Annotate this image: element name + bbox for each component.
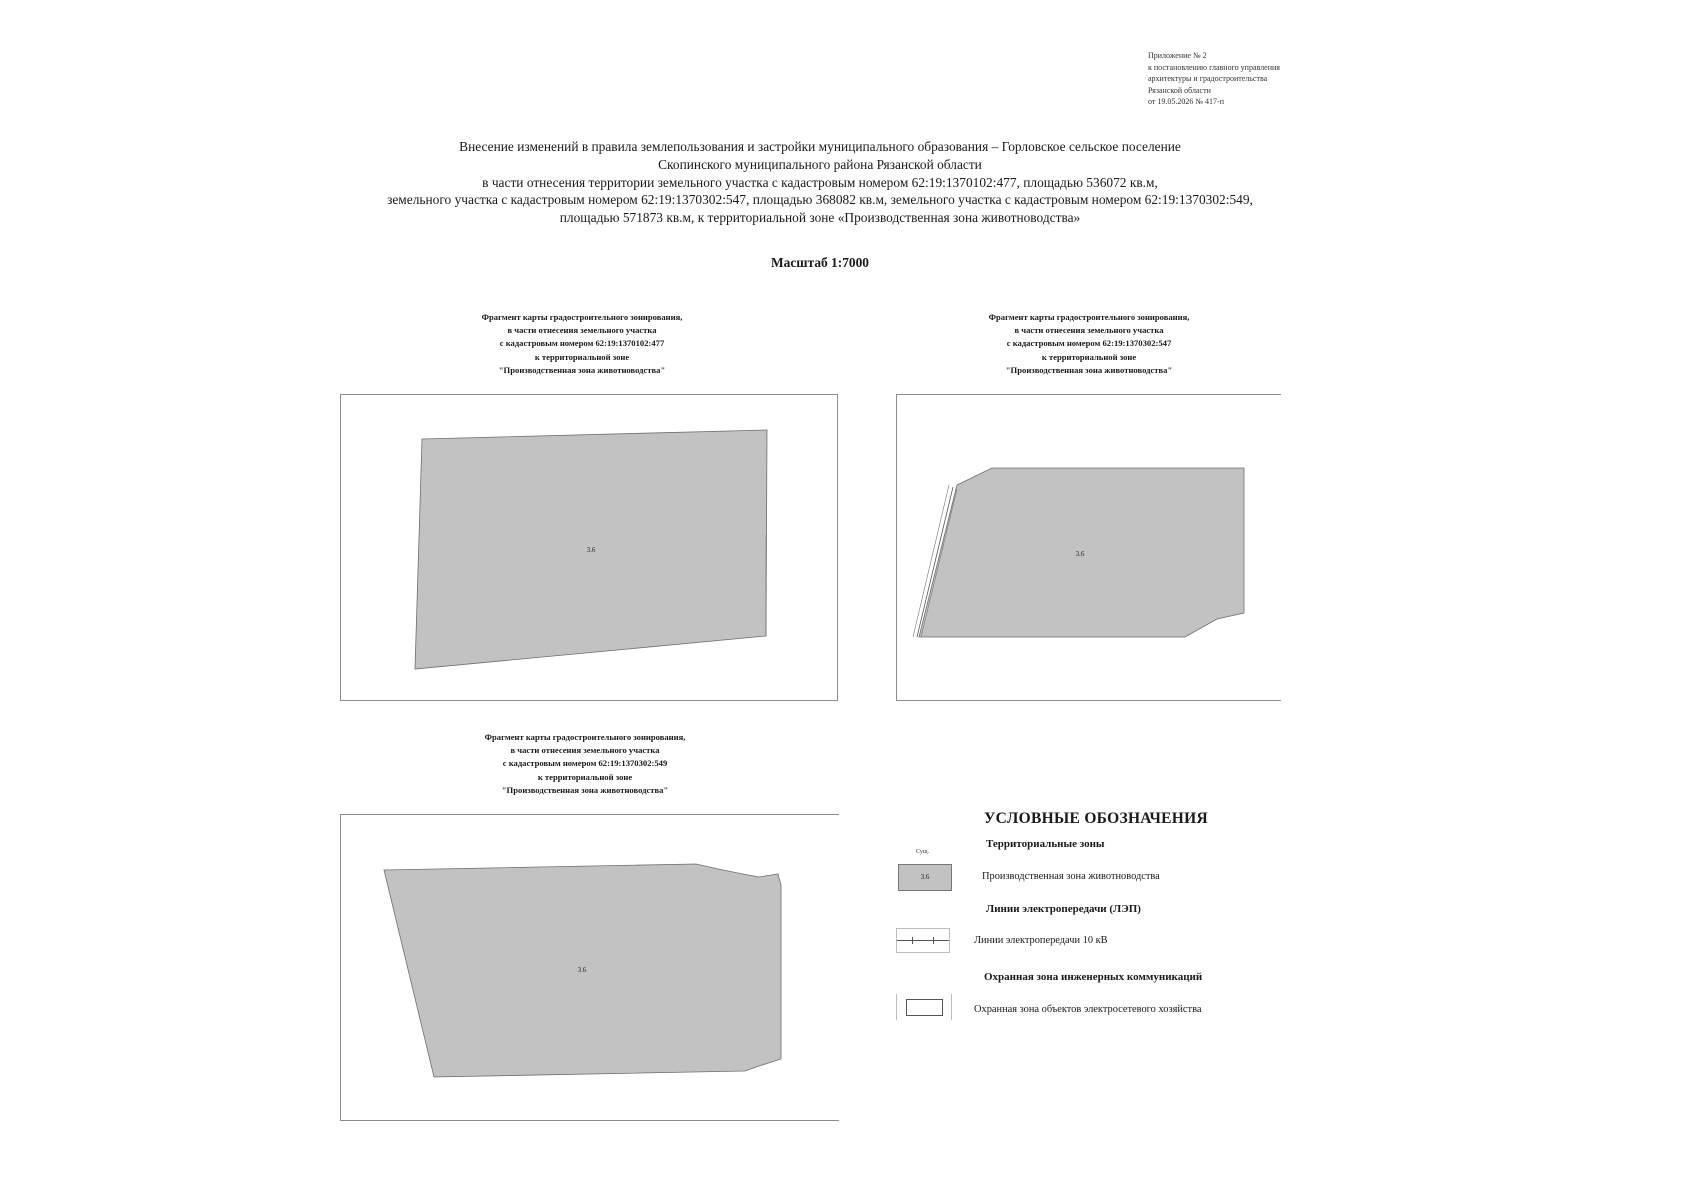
title-line: Скопинского муниципального района Рязанской области bbox=[658, 156, 982, 172]
caption-line: с кадастровым номером 62:19:1370102:477 bbox=[499, 338, 665, 349]
legend-title: УСЛОВНЫЕ ОБОЗНАЧЕНИЯ bbox=[984, 810, 1208, 827]
caption-line: в части отнесения земельного участка bbox=[1014, 325, 1164, 336]
fragment-1-map bbox=[340, 394, 838, 701]
fragment-1-map-svg bbox=[341, 395, 837, 700]
fragment-2-map bbox=[896, 394, 1281, 701]
zone-code-label: 3.6 bbox=[586, 546, 596, 554]
appendix-line: от 19.05.2026 № 417-п bbox=[1148, 97, 1224, 106]
fragment-2-caption bbox=[939, 311, 1239, 377]
appendix-line: к постановлению главного управления bbox=[1148, 62, 1280, 72]
title-line: площадью 571873 кв.м, к территориальной зоне «Производственная зона животноводства» bbox=[559, 210, 1081, 226]
appendix-note bbox=[1148, 50, 1348, 108]
fragment-1-caption bbox=[432, 311, 732, 377]
caption-line: Фрагмент карты градостроительного зонирования, bbox=[988, 312, 1190, 322]
caption-line: в части отнесения земельного участка bbox=[507, 325, 657, 336]
fragment-2-map-svg bbox=[897, 395, 1281, 700]
document-title bbox=[330, 138, 1310, 227]
legend-label-zone: Производственная зона животноводства bbox=[982, 871, 1160, 882]
caption-line: "Производственная зона животноводства" bbox=[1005, 364, 1173, 375]
legend-swatch-zone: 3.6 bbox=[898, 864, 952, 891]
caption-line: с кадастровым номером 62:19:1370302:549 bbox=[502, 758, 668, 769]
guard-zone-box bbox=[906, 999, 943, 1016]
power-line-wire bbox=[897, 940, 949, 941]
caption-line: к территориальной зоне bbox=[537, 771, 633, 782]
title-line: земельного участка с кадастровым номером 62:19:1370302:547, площадью 368082 кв.м, земельного участка с кадастровым номером 62:19:1370302:549, bbox=[387, 192, 1253, 208]
zone-code-label: 3.6 bbox=[1075, 550, 1085, 558]
map-scale: Масштаб 1:7000 bbox=[771, 255, 869, 270]
fragment-3-map bbox=[340, 814, 839, 1121]
appendix-line: Приложение № 2 bbox=[1148, 51, 1207, 60]
caption-line: Фрагмент карты градостроительного зонирования, bbox=[484, 732, 686, 742]
caption-line: в части отнесения земельного участка bbox=[510, 745, 660, 756]
caption-line: Фрагмент карты градостроительного зонирования, bbox=[481, 312, 683, 322]
legend-group-lines: Линии электропередачи (ЛЭП) bbox=[986, 903, 1141, 915]
caption-line: к территориальной зоне bbox=[534, 351, 630, 362]
legend-swatch-guard-zone bbox=[896, 994, 952, 1020]
legend-label-guard-zone: Охранная зона объектов электросетевого хозяйства bbox=[974, 1004, 1202, 1015]
legend-group-zones: Территориальные зоны bbox=[986, 838, 1105, 850]
caption-line: "Производственная зона животноводства" bbox=[498, 364, 666, 375]
fragment-3-map-svg bbox=[341, 815, 839, 1120]
fragment-3-caption bbox=[435, 731, 735, 797]
title-line: Внесение изменений в правила землепользования и застройки муниципального образования – Горловское сельское поселение bbox=[459, 139, 1181, 154]
appendix-line: Рязанской области bbox=[1148, 85, 1211, 95]
power-line-tick bbox=[912, 937, 913, 944]
legend-swatch-caption: Сущ. bbox=[916, 849, 929, 855]
legend-swatch-power-line bbox=[896, 928, 950, 953]
caption-line: с кадастровым номером 62:19:1370302:547 bbox=[1006, 338, 1172, 349]
appendix-line: архитектуры и градостроительства bbox=[1148, 74, 1268, 83]
zone-code-label: 3.6 bbox=[577, 966, 587, 974]
caption-line: "Производственная зона животноводства" bbox=[501, 784, 669, 795]
legend-group-guard: Охранная зона инженерных коммуникаций bbox=[984, 971, 1203, 983]
power-line-tick bbox=[933, 937, 934, 944]
caption-line: к территориальной зоне bbox=[1041, 351, 1137, 362]
legend-label-power-line: Линии электропередачи 10 кВ bbox=[974, 935, 1108, 946]
title-line: в части отнесения территории земельного участка с кадастровым номером 62:19:1370102:477, площадью 536072 кв.м, bbox=[482, 174, 1158, 190]
